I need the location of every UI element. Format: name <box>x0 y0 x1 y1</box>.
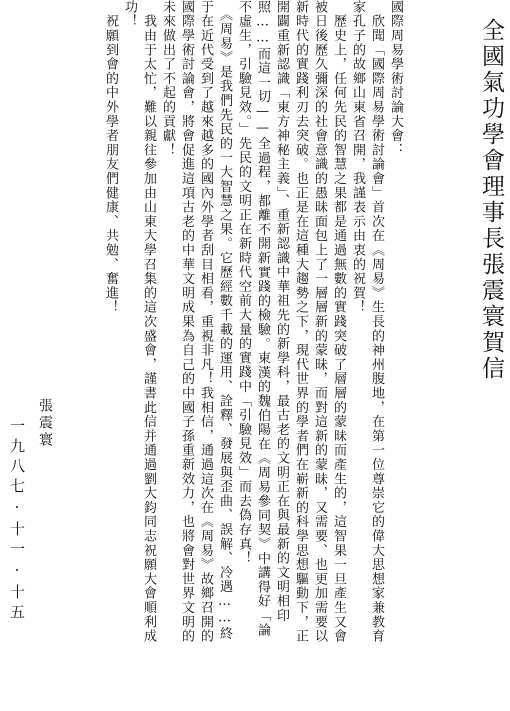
signature-name: 張震寰 <box>37 398 53 449</box>
letter-title: 全國氣功學會理事長張震寰賀信 <box>478 18 504 382</box>
paragraph-history: 歷史上，任何先民的智慧之果都是通過無數的實踐突破了層層的蒙昧而產生的，這智果一旦產生又會被日後歷久彌深的社會意識的愚昧面包上了一層層新的蒙昧，而對這新的蒙昧，又需要、也更加需要以新時代的實踐利刃去突破。也正是在這種大趨勢之下，現代世界的學者們在嶄新的科學思想驅動下，正開闢重新認識「東方神秘主義」、重新認識中華祖先的新學科，最古老的文明正在與最新的文明相印照……而這一切——全過程，都離不開新實踐的檢驗。東漢的魏伯陽在《周易參同契》中講得好「論不虛生，引驗見效。」先民的文明正在新時代空前大量的實踐中「引驗見效」而去偽存真！ <box>236 0 346 644</box>
paragraph-regret: 我由于太忙，難以親往參加由山東大學召集的這次盛會，謹書此信并通過劉大鈞同志祝願大會順利成功！ <box>122 0 156 644</box>
paragraph-congratulation: 欣聞「國際周易學術討論會」首次在《周易》生長的神州腹地，在第一位尊崇它的偉大思想家兼教育家孔子的故鄉山東省召開，我謹表示由衷的祝賀！ <box>350 0 384 644</box>
salutation: 國際周易學術討論大會： <box>388 0 403 158</box>
paragraph-wishes: 祝願到會的中外學者朋友們健康、共勉、奮進！ <box>103 0 118 315</box>
paragraph-zhouyi: 《周易》是我們先民的一大智慧之果。它歷經數千載的運用、詮釋、發展與歪曲、誤解、冷遇……終于在近代受到了越來越多的國內外學者刮目相看，重視非凡！我相信，通過這次在《周易》故鄉召開的國際學術討論會，將會促進這項古老的中華文明成果為自己的中國子孫重新效力，也將會對世界文明的未來做出了不起的貢獻！ <box>160 0 232 644</box>
signature-date: 一九八七·十一·十五 <box>8 418 26 624</box>
